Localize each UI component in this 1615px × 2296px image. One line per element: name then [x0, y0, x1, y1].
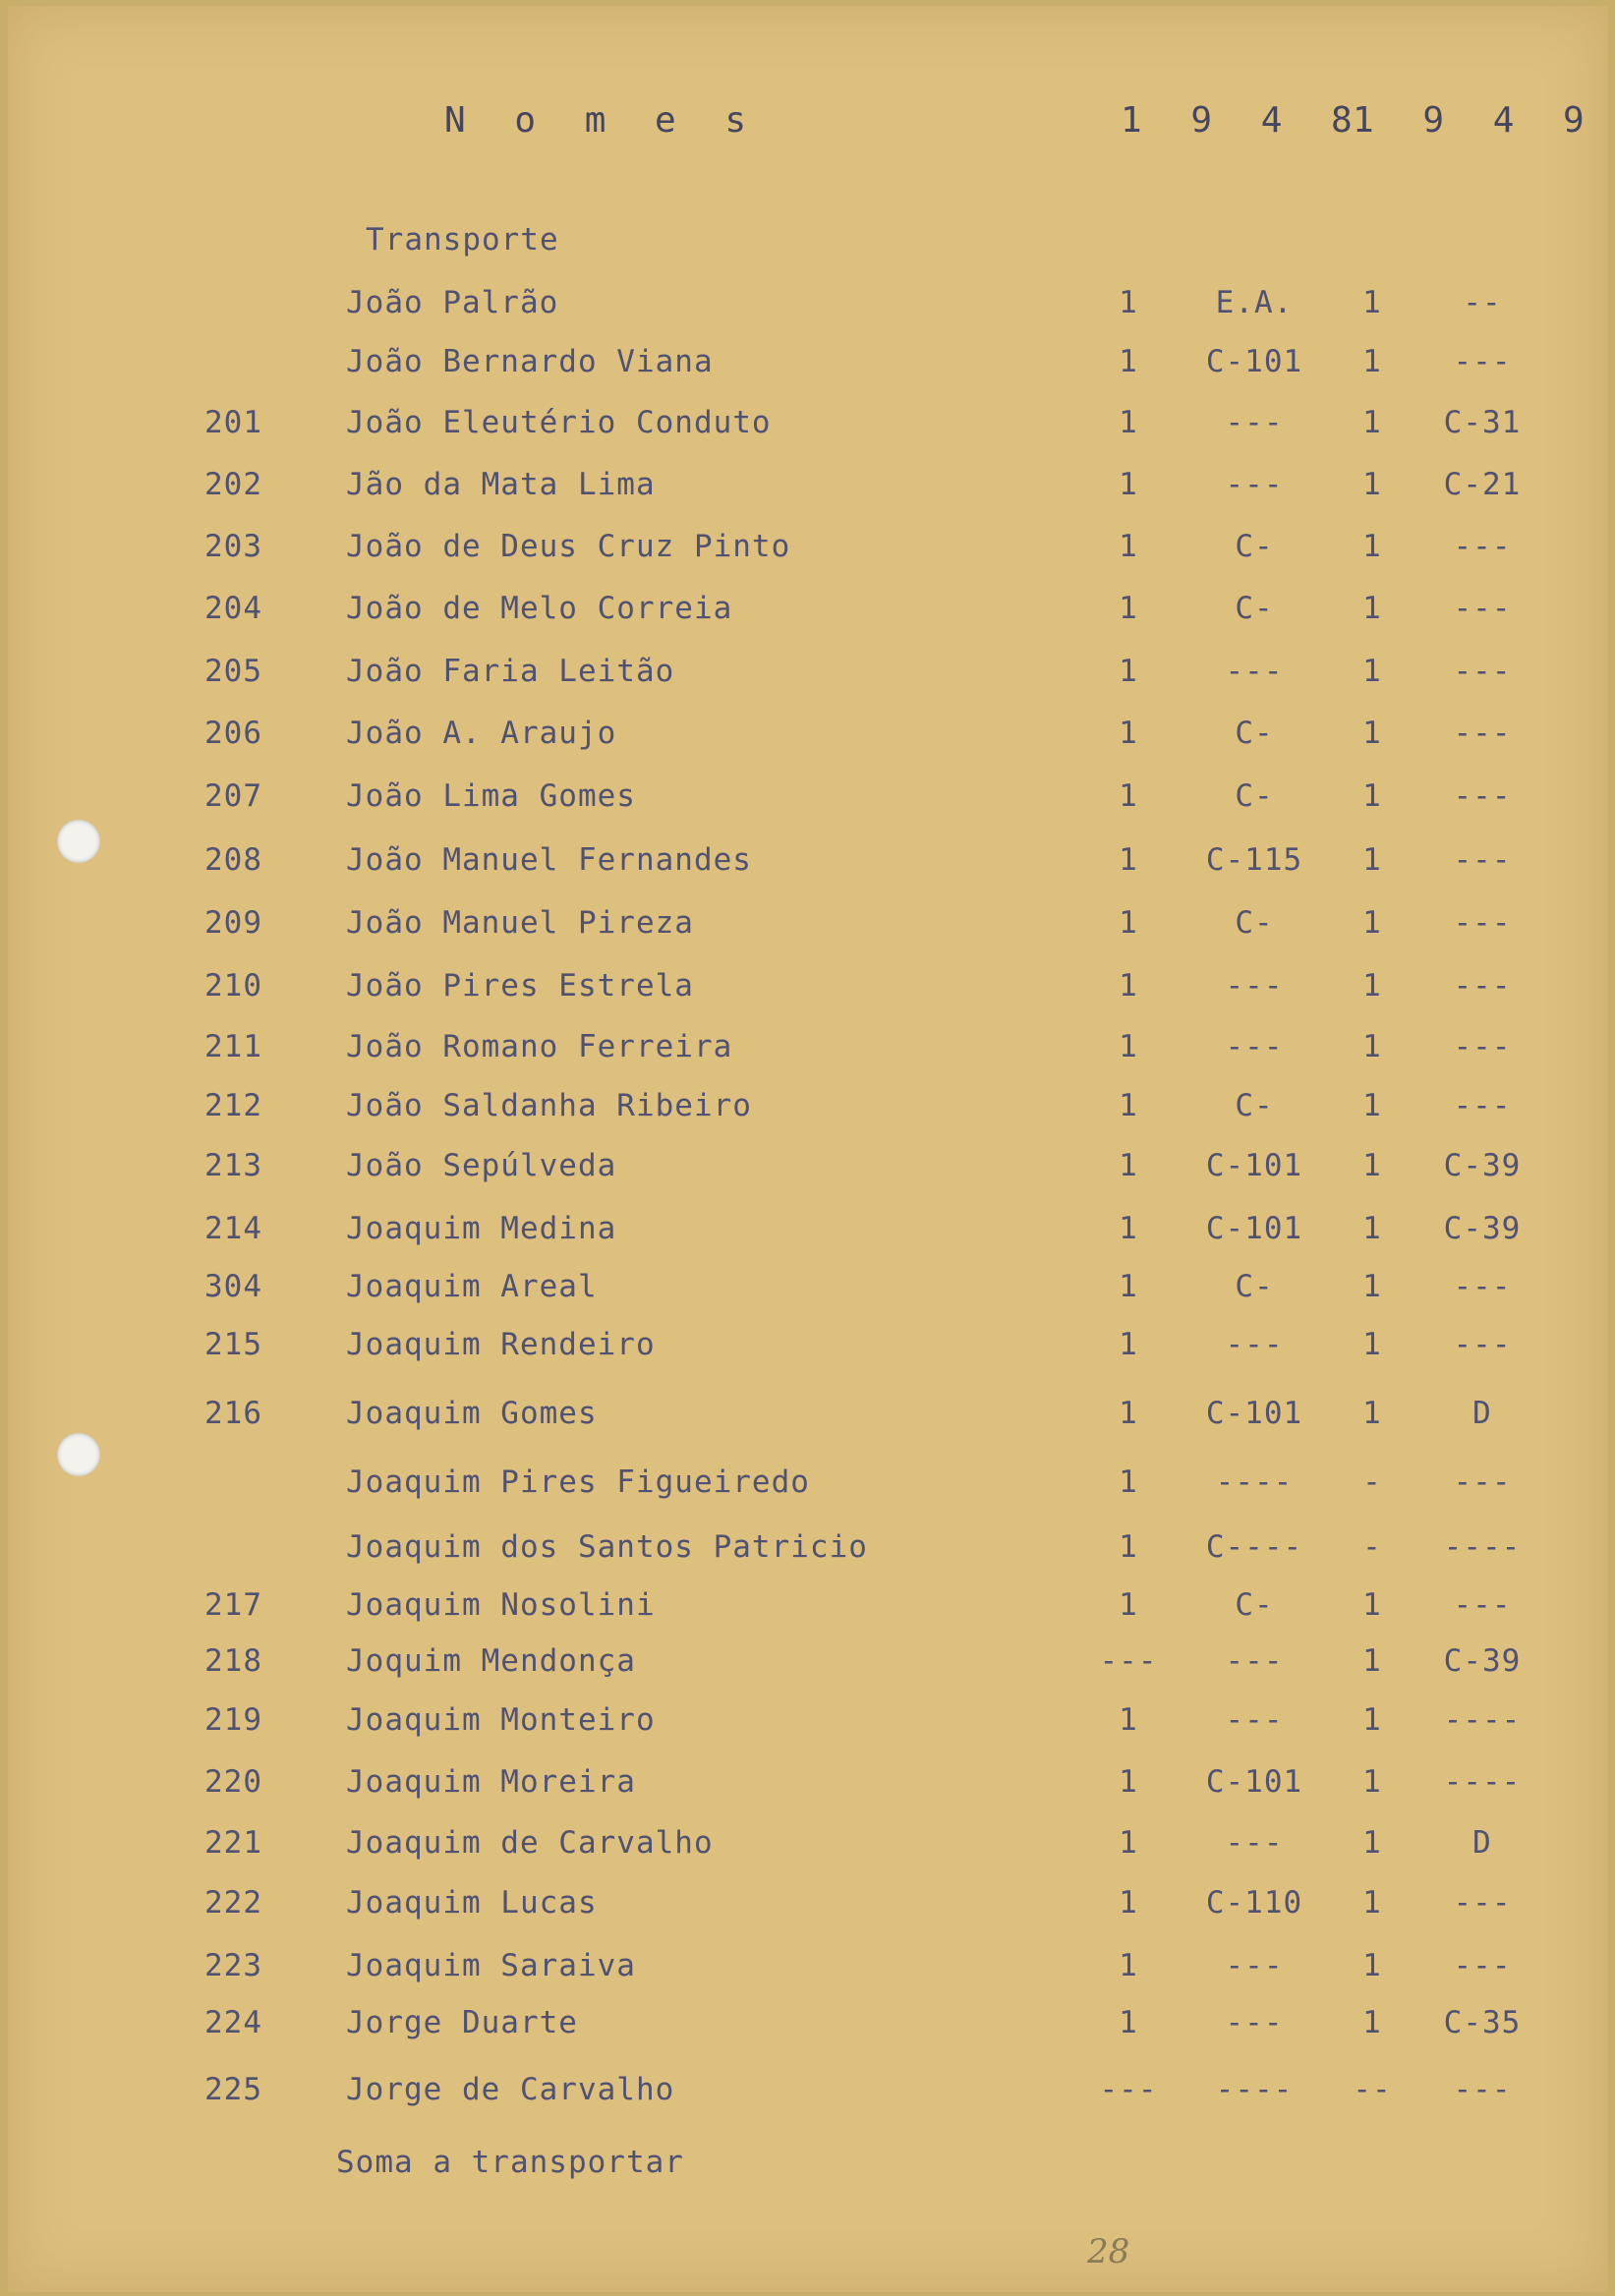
year-1948-count: 1: [1119, 778, 1138, 814]
person-name: Joaquim Gomes: [346, 1396, 598, 1431]
table-row: [8, 1269, 1608, 1312]
year-1948-count: 1: [1119, 285, 1138, 320]
table-row: [8, 467, 1608, 510]
row-number: 220: [204, 1764, 262, 1800]
row-number: 209: [204, 905, 262, 941]
person-name: Jorge de Carvalho: [346, 2072, 675, 2107]
year-1948-count: 1: [1119, 1529, 1138, 1565]
year-1948-count: ---: [1099, 2072, 1158, 2107]
row-number: 204: [204, 591, 262, 626]
year-1949-code: ---: [1453, 591, 1512, 626]
year-1949-count: 1: [1362, 1269, 1382, 1304]
table-row: [8, 778, 1608, 822]
row-number: 304: [204, 1269, 262, 1304]
year-1949-code: ----: [1443, 1702, 1522, 1738]
row-number: 210: [204, 968, 262, 1004]
year-1949-count: 1: [1362, 1587, 1382, 1623]
year-1949-code: ---: [1453, 716, 1512, 751]
person-name: Joaquim Areal: [346, 1269, 598, 1304]
year-1948-count: 1: [1119, 344, 1138, 379]
person-name: Joaquim Monteiro: [346, 1702, 656, 1738]
row-number: 205: [204, 654, 262, 689]
row-number: 216: [204, 1396, 262, 1431]
year-1948-count: 1: [1119, 1211, 1138, 1246]
year-1949-code: ---: [1453, 1948, 1512, 1983]
year-1949-code: ---: [1453, 529, 1512, 564]
year-1948-code: C-101: [1205, 344, 1303, 379]
year-1948-count: 1: [1119, 1702, 1138, 1738]
year-1949-code: --: [1463, 285, 1502, 320]
person-name: João Manuel Fernandes: [346, 842, 752, 878]
row-number: 207: [204, 778, 262, 814]
person-name: João Eleutério Conduto: [346, 405, 772, 440]
table-row: [8, 1148, 1608, 1191]
year-1949-count: 1: [1362, 1702, 1382, 1738]
year-1948-count: 1: [1119, 1327, 1138, 1362]
year-1949-count: 1: [1362, 1764, 1382, 1800]
table-row: [8, 1702, 1608, 1746]
person-name: Jorge Duarte: [346, 2005, 578, 2040]
table-row: [8, 716, 1608, 759]
year-1949-count: 1: [1362, 344, 1382, 379]
year-1949-count: 1: [1362, 591, 1382, 626]
year-1949-code: C-21: [1443, 467, 1522, 502]
row-number: 215: [204, 1327, 262, 1362]
year-1948-code: C-110: [1205, 1885, 1303, 1921]
table-row: [8, 344, 1608, 387]
year-1949-code: ---: [1453, 968, 1512, 1004]
year-1948-code: E.A.: [1215, 285, 1294, 320]
row-number: 208: [204, 842, 262, 878]
year-1948-count: 1: [1119, 654, 1138, 689]
person-name: João A. Araujo: [346, 716, 617, 751]
year-1949-count: 1: [1362, 778, 1382, 814]
person-name: Joaquim Lucas: [346, 1885, 598, 1921]
person-name: João de Melo Correia: [346, 591, 733, 626]
person-name: João Romano Ferreira: [346, 1029, 733, 1064]
year-1949-code: C-39: [1443, 1211, 1522, 1246]
person-name: João Sepúlveda: [346, 1148, 617, 1183]
year-1948-code: C-101: [1205, 1396, 1303, 1431]
table-row: [8, 1587, 1608, 1631]
year-1949-count: 1: [1362, 1948, 1382, 1983]
year-1948-header: 1 9 4 8: [1121, 100, 1366, 141]
year-1949-count: 1: [1362, 1885, 1382, 1921]
table-row: [8, 1825, 1608, 1868]
transport-label: Transporte: [366, 222, 559, 258]
year-1949-count: -: [1362, 1464, 1382, 1500]
year-1948-count: 1: [1119, 467, 1138, 502]
table-row: [8, 1327, 1608, 1370]
year-1949-code: C-39: [1443, 1643, 1522, 1679]
year-1948-code: ---: [1225, 968, 1284, 1004]
year-1948-code: C-: [1235, 905, 1274, 941]
year-1949-count: 1: [1362, 842, 1382, 878]
year-1949-code: D: [1472, 1396, 1492, 1431]
year-1948-code: C-101: [1205, 1211, 1303, 1246]
document-page: [8, 6, 1608, 2292]
year-1949-code: ---: [1453, 1269, 1512, 1304]
carry-forward-label: Soma a transportar: [336, 2145, 684, 2180]
year-1948-count: 1: [1119, 405, 1138, 440]
person-name: Joaquim dos Santos Patricio: [346, 1529, 868, 1565]
year-1948-count: 1: [1119, 1587, 1138, 1623]
year-1949-count: 1: [1362, 529, 1382, 564]
table-row: [8, 1948, 1608, 1991]
year-1949-code: C-35: [1443, 2005, 1522, 2040]
row-number: 202: [204, 467, 262, 502]
row-number: 211: [204, 1029, 262, 1064]
row-number: 219: [204, 1702, 262, 1738]
year-1949-count: 1: [1362, 654, 1382, 689]
year-1948-count: 1: [1119, 1764, 1138, 1800]
year-1949-code: ---: [1453, 1885, 1512, 1921]
year-1948-count: 1: [1119, 2005, 1138, 2040]
table-row: [8, 2072, 1608, 2115]
row-number: 212: [204, 1088, 262, 1123]
table-row: [8, 654, 1608, 697]
year-1948-code: C-: [1235, 778, 1274, 814]
year-1949-code: ---: [1453, 654, 1512, 689]
year-1948-count: 1: [1119, 1088, 1138, 1123]
year-1948-count: ---: [1099, 1643, 1158, 1679]
year-1949-count: 1: [1362, 716, 1382, 751]
year-1948-code: ---: [1225, 1948, 1284, 1983]
year-1948-count: 1: [1119, 968, 1138, 1004]
names-column-header: N o m e s: [444, 100, 761, 141]
table-row: [8, 1088, 1608, 1131]
table-row: [8, 842, 1608, 886]
year-1949-code: ---: [1453, 1029, 1512, 1064]
year-1949-count: 1: [1362, 1211, 1382, 1246]
year-1949-count: 1: [1362, 2005, 1382, 2040]
year-1948-code: ---: [1225, 1029, 1284, 1064]
person-name: Joaquim Pires Figueiredo: [346, 1464, 810, 1500]
year-1948-count: 1: [1119, 716, 1138, 751]
year-1949-count: 1: [1362, 1088, 1382, 1123]
person-name: João Lima Gomes: [346, 778, 636, 814]
year-1948-count: 1: [1119, 1948, 1138, 1983]
year-1948-count: 1: [1119, 1396, 1138, 1431]
year-1949-count: 1: [1362, 905, 1382, 941]
table-row: [8, 2005, 1608, 2048]
person-name: Joaquim Nosolini: [346, 1587, 656, 1623]
row-number: 206: [204, 716, 262, 751]
year-1949-code: ----: [1443, 1764, 1522, 1800]
person-name: Joquim Mendonça: [346, 1643, 636, 1679]
year-1948-code: C-101: [1205, 1148, 1303, 1183]
year-1949-code: C-31: [1443, 405, 1522, 440]
year-1949-count: --: [1353, 2072, 1392, 2107]
table-row: [8, 405, 1608, 448]
year-1949-code: C-39: [1443, 1148, 1522, 1183]
year-1948-code: C-: [1235, 1088, 1274, 1123]
row-number: 225: [204, 2072, 262, 2107]
year-1949-count: 1: [1362, 405, 1382, 440]
person-name: Joaquim Saraiva: [346, 1948, 636, 1983]
person-name: João Palrão: [346, 285, 559, 320]
table-row: [8, 1529, 1608, 1573]
year-1948-code: ---: [1225, 405, 1284, 440]
year-1949-code: ---: [1453, 1587, 1512, 1623]
year-1949-code: ---: [1453, 344, 1512, 379]
year-1949-count: 1: [1362, 1643, 1382, 1679]
row-number: 218: [204, 1643, 262, 1679]
year-1949-count: 1: [1362, 1148, 1382, 1183]
table-row: [8, 1643, 1608, 1687]
row-number: 224: [204, 2005, 262, 2040]
year-1948-code: ----: [1215, 2072, 1294, 2107]
year-1949-code: ---: [1453, 1088, 1512, 1123]
row-number: 201: [204, 405, 262, 440]
table-row: [8, 591, 1608, 634]
year-1948-code: ---: [1225, 467, 1284, 502]
year-1948-code: C-: [1235, 1269, 1274, 1304]
year-1949-count: 1: [1362, 968, 1382, 1004]
person-name: João Faria Leitão: [346, 654, 675, 689]
person-name: Jão da Mata Lima: [346, 467, 656, 502]
year-1949-code: ---: [1453, 1464, 1512, 1500]
year-1949-count: 1: [1362, 467, 1382, 502]
person-name: João Bernardo Viana: [346, 344, 714, 379]
table-row: [8, 285, 1608, 328]
table-row: [8, 905, 1608, 948]
year-1948-code: ---: [1225, 2005, 1284, 2040]
row-number: 222: [204, 1885, 262, 1921]
year-1948-count: 1: [1119, 1029, 1138, 1064]
row-number: 214: [204, 1211, 262, 1246]
year-1948-code: C-: [1235, 591, 1274, 626]
table-row: [8, 1211, 1608, 1254]
person-name: Joaquim Moreira: [346, 1764, 636, 1800]
year-1949-code: ---: [1453, 778, 1512, 814]
person-name: Joaquim Medina: [346, 1211, 617, 1246]
table-row: [8, 1464, 1608, 1508]
year-1948-code: C-101: [1205, 1764, 1303, 1800]
year-1948-code: C-115: [1205, 842, 1303, 878]
year-1949-count: 1: [1362, 1396, 1382, 1431]
table-row: [8, 1885, 1608, 1928]
year-1948-count: 1: [1119, 905, 1138, 941]
year-1948-code: ---: [1225, 1702, 1284, 1738]
year-1948-code: ---: [1225, 654, 1284, 689]
year-1948-code: ---: [1225, 1825, 1284, 1861]
year-1948-code: ----: [1215, 1464, 1294, 1500]
table-row: [8, 968, 1608, 1011]
row-number: 203: [204, 529, 262, 564]
year-1948-code: C----: [1205, 1529, 1303, 1565]
row-number: 221: [204, 1825, 262, 1861]
person-name: João de Deus Cruz Pinto: [346, 529, 791, 564]
year-1949-code: ---: [1453, 1327, 1512, 1362]
year-1948-code: ---: [1225, 1327, 1284, 1362]
year-1948-count: 1: [1119, 1464, 1138, 1500]
table-row: [8, 1764, 1608, 1808]
year-1949-code: D: [1472, 1825, 1492, 1861]
row-number: 213: [204, 1148, 262, 1183]
year-1948-count: 1: [1119, 1148, 1138, 1183]
year-1949-count: 1: [1362, 1327, 1382, 1362]
year-1948-count: 1: [1119, 529, 1138, 564]
year-1949-count: 1: [1362, 1029, 1382, 1064]
row-number: 217: [204, 1587, 262, 1623]
year-1948-count: 1: [1119, 591, 1138, 626]
year-1948-code: C-: [1235, 1587, 1274, 1623]
year-1948-count: 1: [1119, 1825, 1138, 1861]
person-name: João Saldanha Ribeiro: [346, 1088, 752, 1123]
person-name: Joaquim Rendeiro: [346, 1327, 656, 1362]
year-1949-header: 1 9 4 9: [1353, 100, 1598, 141]
row-number: 223: [204, 1948, 262, 1983]
year-1949-count: 1: [1362, 1825, 1382, 1861]
year-1949-code: ---: [1453, 2072, 1512, 2107]
year-1949-code: ---: [1453, 842, 1512, 878]
person-name: João Pires Estrela: [346, 968, 694, 1004]
person-name: Joaquim de Carvalho: [346, 1825, 714, 1861]
table-row: [8, 1029, 1608, 1072]
table-row: [8, 529, 1608, 572]
folio-number: 28: [1087, 2232, 1130, 2271]
year-1948-count: 1: [1119, 1885, 1138, 1921]
table-row: [8, 1396, 1608, 1439]
person-name: João Manuel Pireza: [346, 905, 694, 941]
year-1949-count: -: [1362, 1529, 1382, 1565]
year-1949-count: 1: [1362, 285, 1382, 320]
year-1948-count: 1: [1119, 842, 1138, 878]
year-1948-count: 1: [1119, 1269, 1138, 1304]
year-1948-code: ---: [1225, 1643, 1284, 1679]
year-1948-code: C-: [1235, 716, 1274, 751]
year-1949-code: ----: [1443, 1529, 1522, 1565]
year-1949-code: ---: [1453, 905, 1512, 941]
year-1948-code: C-: [1235, 529, 1274, 564]
